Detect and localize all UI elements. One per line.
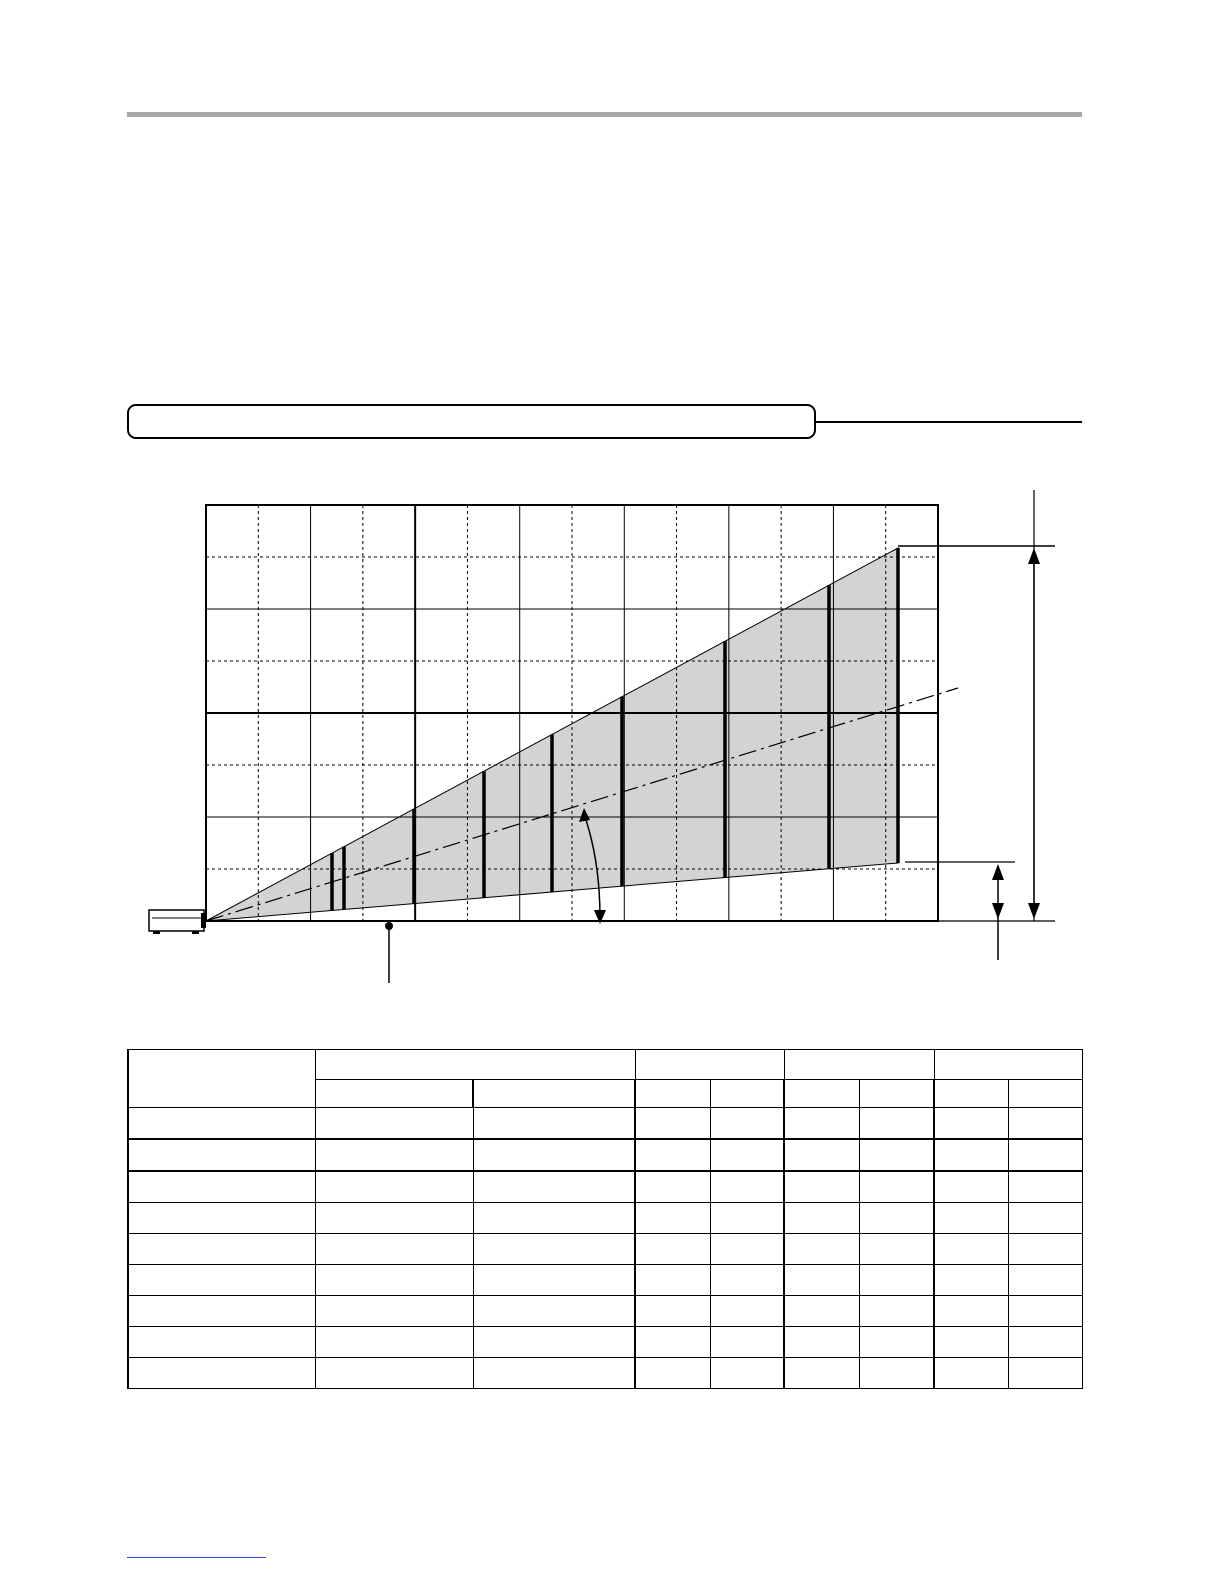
table-header-cell [315,1050,635,1080]
table-cell [1008,1327,1082,1358]
table-cell [315,1171,473,1203]
table-row [128,1296,1082,1327]
table-cell [934,1234,1008,1265]
table-cell [1008,1234,1082,1265]
table-cell [934,1171,1008,1203]
table-row [128,1358,1082,1389]
projection-diagram [0,470,1225,990]
top-rule [127,112,1082,117]
table-header-cell [934,1050,1082,1080]
table-subheader-cell [1008,1080,1082,1108]
table-cell [859,1327,934,1358]
table-cell [710,1203,784,1234]
table-cell [128,1108,315,1140]
table-cell [934,1296,1008,1327]
spec-table [127,1049,1083,1389]
table-cell [859,1265,934,1296]
table-row [128,1108,1082,1140]
table-cell [1008,1265,1082,1296]
table-cell [473,1203,635,1234]
table-cell [784,1139,859,1171]
table-row [128,1327,1082,1358]
section-title-line [816,421,1082,423]
table-row [128,1203,1082,1234]
table-cell [128,1265,315,1296]
table-cell [934,1327,1008,1358]
table-cell [1008,1171,1082,1203]
table-cell [784,1327,859,1358]
table-cell [473,1358,635,1389]
table-cell [859,1139,934,1171]
table-cell [473,1327,635,1358]
table-header-row [128,1050,1082,1080]
table-cell [128,1139,315,1171]
table-cell [315,1139,473,1171]
table-cell [473,1171,635,1203]
table-cell [473,1296,635,1327]
table-cell [710,1171,784,1203]
table-cell [710,1358,784,1389]
table-cell [859,1171,934,1203]
table-cell [315,1296,473,1327]
table-cell [784,1171,859,1203]
table-cell [859,1203,934,1234]
table-cell [635,1203,710,1234]
table-cell [784,1203,859,1234]
table-header-cell [635,1050,784,1080]
table-subheader-cell [635,1080,710,1108]
table-cell [859,1358,934,1389]
table-row [128,1171,1082,1203]
projector-icon [149,910,206,934]
table-cell [710,1139,784,1171]
table-cell [128,1296,315,1327]
table-cell [710,1265,784,1296]
table-cell [635,1108,710,1140]
table-cell [635,1234,710,1265]
dimension-height-arrowhead-bottom [1028,903,1040,919]
table-cell [934,1265,1008,1296]
table-cell [635,1296,710,1327]
dimension-offset-arrowhead-bottom [992,903,1004,919]
table-cell [859,1296,934,1327]
table-subheader-cell [859,1080,934,1108]
table-cell [128,1327,315,1358]
table-cell [934,1139,1008,1171]
table-cell [784,1358,859,1389]
table-cell [635,1139,710,1171]
table-cell [315,1327,473,1358]
table-subheader-cell [710,1080,784,1108]
bottom-link-underline[interactable] [127,1557,266,1558]
table-cell [315,1358,473,1389]
table-header-cell [784,1050,934,1080]
table-cell [635,1327,710,1358]
table-cell [784,1296,859,1327]
table-cell [315,1234,473,1265]
table-subheader-cell [784,1080,859,1108]
table-subheader-cell [934,1080,1008,1108]
table-cell [710,1296,784,1327]
table-cell [1008,1108,1082,1140]
table-cell [1008,1203,1082,1234]
table-cell [473,1139,635,1171]
table-cell [1008,1139,1082,1171]
table-cell [128,1234,315,1265]
table-cell [635,1171,710,1203]
table-cell [934,1108,1008,1140]
table-row [128,1265,1082,1296]
table-cell [859,1234,934,1265]
table-cell [473,1108,635,1140]
dimension-offset-arrowhead-top [992,864,1004,880]
table-cell [710,1234,784,1265]
section-title-box [127,404,816,439]
table-cell [784,1108,859,1140]
table-cell [859,1108,934,1140]
table-cell [784,1265,859,1296]
table-cell [934,1358,1008,1389]
table-cell [128,1203,315,1234]
table-cell [710,1108,784,1140]
table-cell [473,1265,635,1296]
dimension-height-arrowhead-top [1028,548,1040,564]
table-cell [784,1234,859,1265]
table-subheader-cell [315,1080,473,1108]
table-cell [128,1358,315,1389]
table-cell [128,1171,315,1203]
table-row [128,1234,1082,1265]
table-cell [315,1203,473,1234]
table-row [128,1139,1082,1171]
table-cell [315,1108,473,1140]
table-cell [1008,1358,1082,1389]
table-subheader-cell [473,1080,635,1108]
table-cell [635,1358,710,1389]
table-cell [710,1327,784,1358]
table-cell [315,1265,473,1296]
table-cell [473,1234,635,1265]
table-cell [1008,1296,1082,1327]
table-header-cell [128,1050,315,1108]
table-cell [635,1265,710,1296]
table-cell [934,1203,1008,1234]
